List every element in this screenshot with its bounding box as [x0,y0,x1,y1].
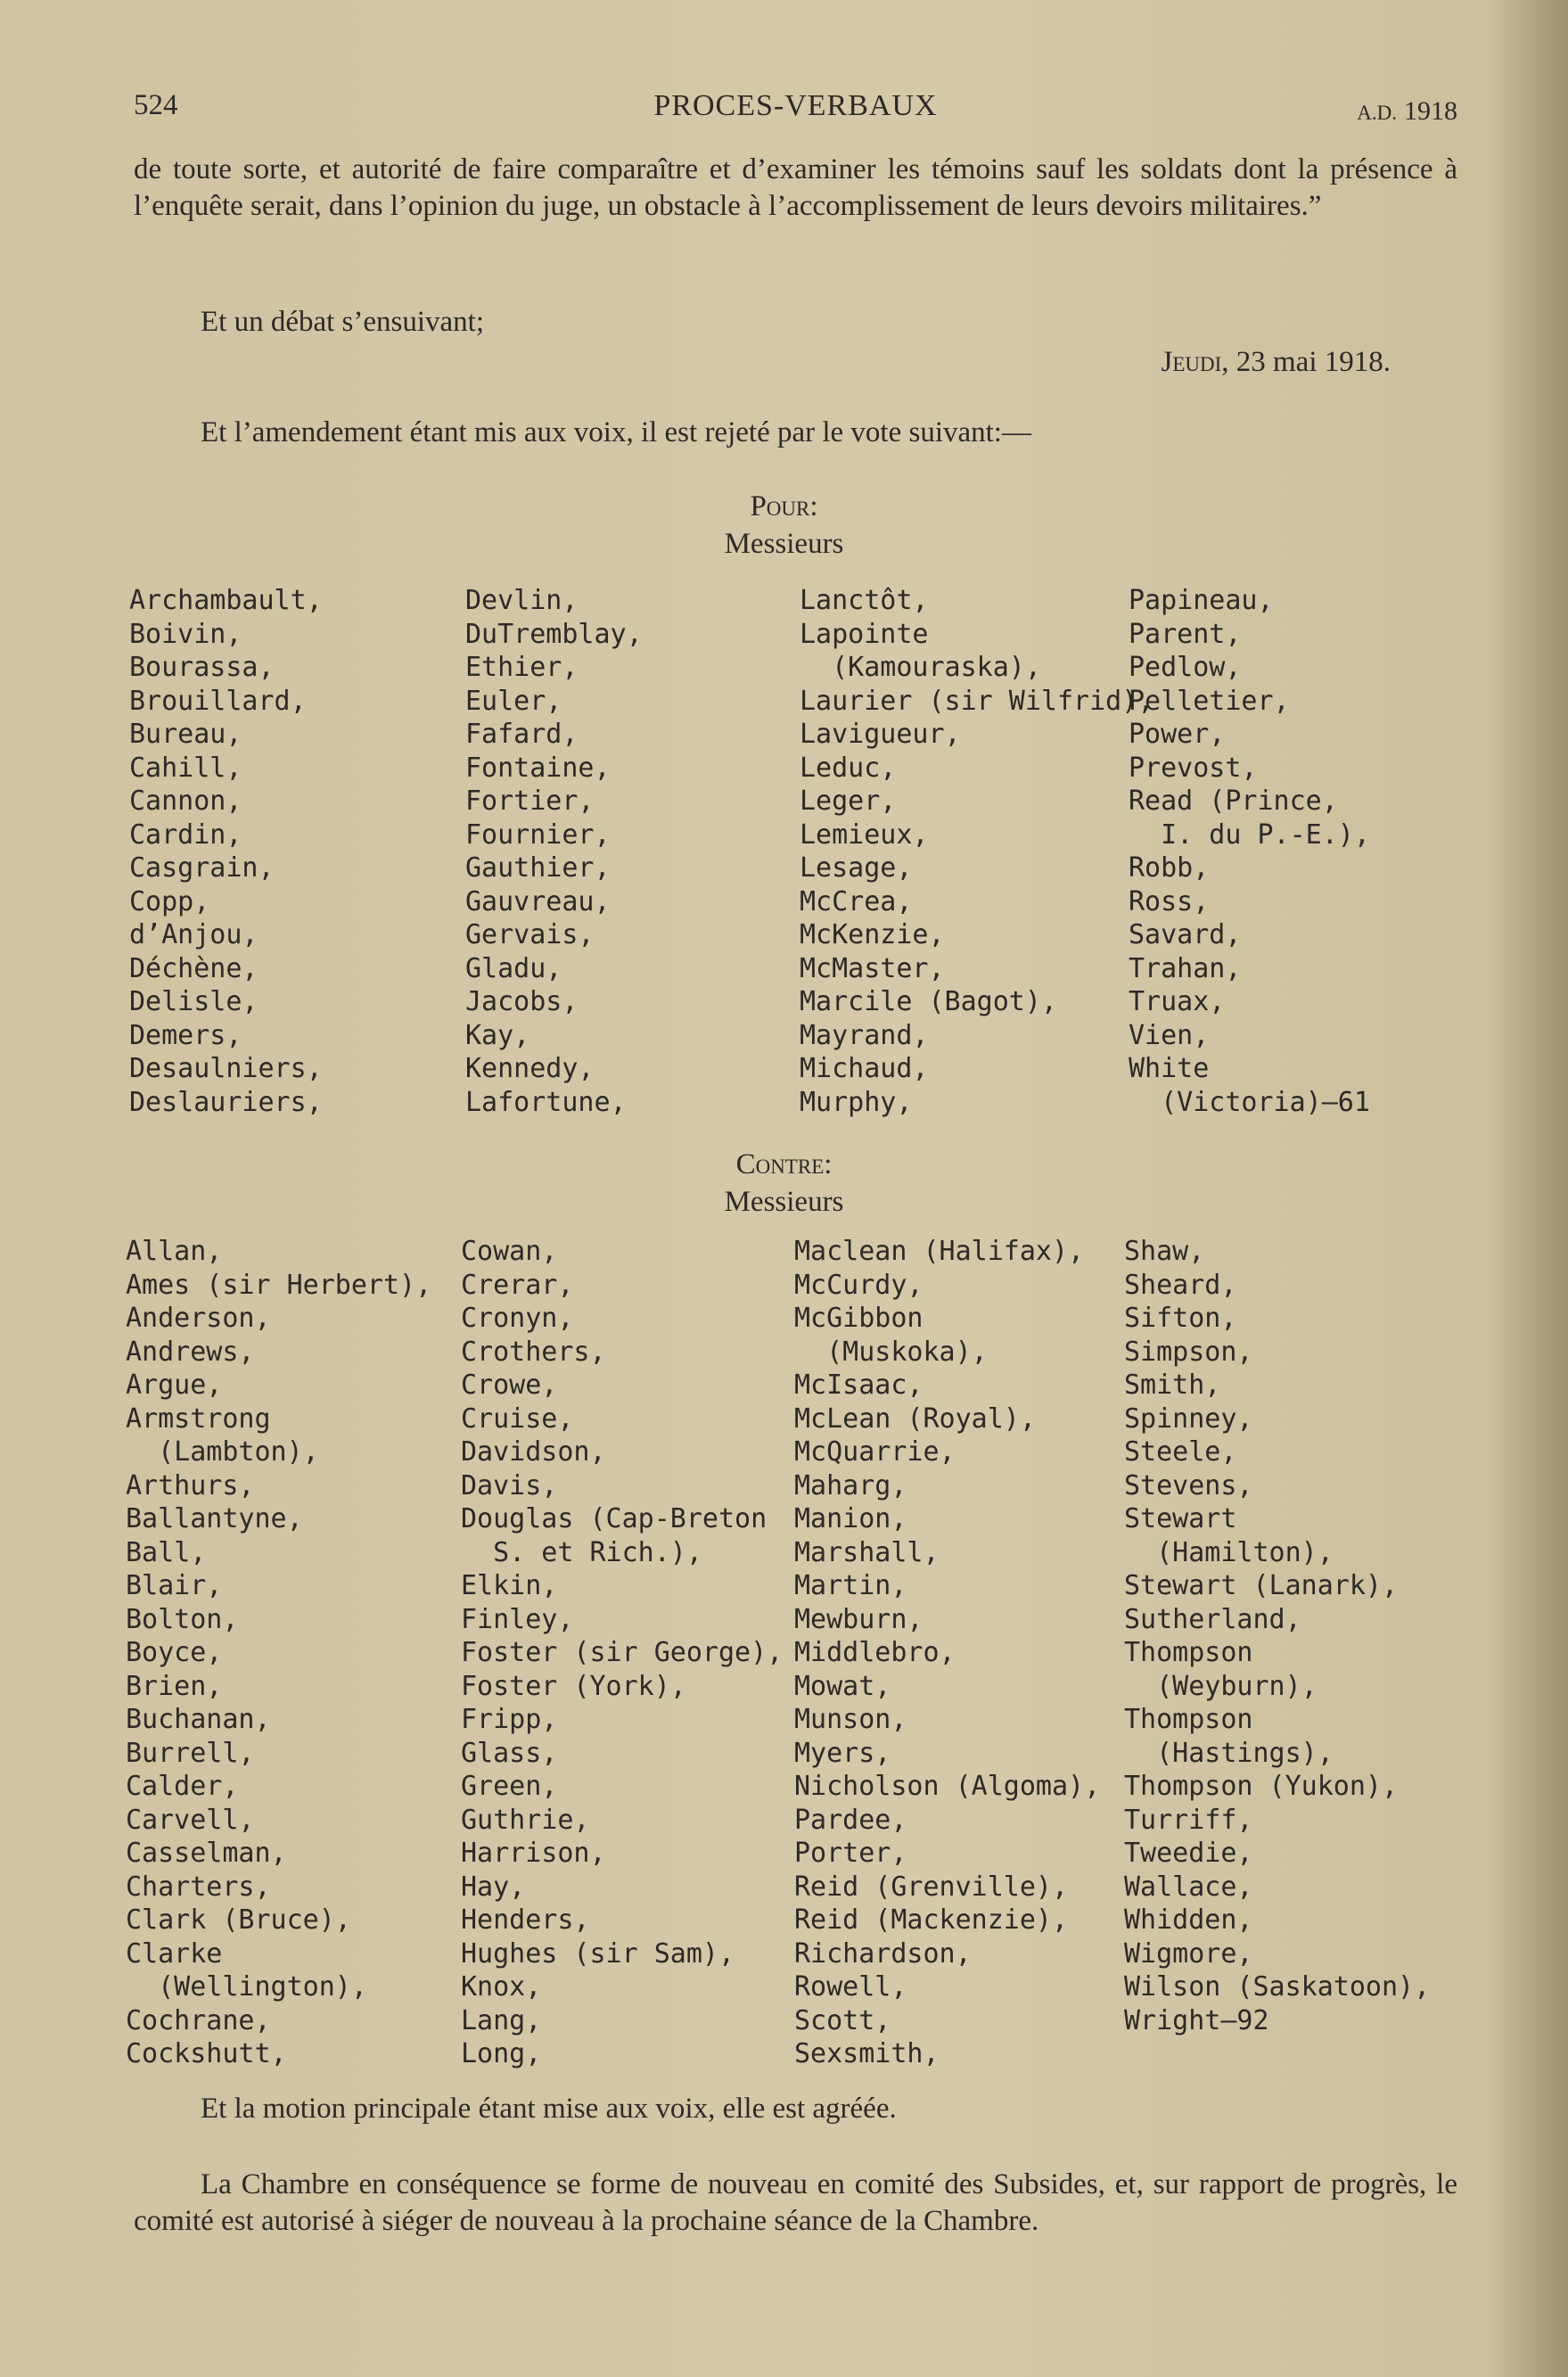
member-name: Knox, [461,1971,542,2003]
member-name: (Victoria)—61 [1129,1086,1370,1118]
member-name: Simpson, [1124,1336,1253,1368]
member-name: Foster (sir George), [461,1637,784,1668]
member-name: Wilson (Saskatoon), [1124,1971,1431,2003]
member-name: Rowell, [794,1971,907,2003]
member-name: Finley, [461,1603,574,1635]
member-name: Copp, [129,885,210,917]
member-name: Bourassa, [129,652,275,683]
member-name: Fournier, [465,818,611,851]
member-name: Buchanan, [126,1704,271,1735]
member-name: Douglas (Cap-Breton [461,1503,768,1534]
member-name: Fafard, [465,719,579,750]
member-name: Mowat, [794,1670,891,1702]
member-name: Trahan, [1129,952,1242,984]
member-name: Jacobs, [465,986,579,1017]
member-name: Armstrong [126,1402,271,1435]
member-name: Carvell, [126,1804,255,1836]
date-line [134,346,1391,379]
member-name: Read (Prince, [1129,785,1338,817]
page-number: 524 [134,89,178,121]
member-name: Ethier, [465,652,579,683]
member-name: Gervais, [465,919,595,950]
member-name: Charters, [126,1871,271,1903]
member-name: Wallace, [1124,1871,1253,1903]
member-name: Thompson [1124,1637,1253,1668]
member-name: Kennedy, [465,1053,595,1084]
member-name: Turriff, [1124,1804,1253,1836]
member-name: Hughes (sir Sam), [461,1937,735,1970]
contre-column-2 [461,1235,783,2071]
member-name: Marcile (Bagot), [800,986,1057,1017]
member-name: Lanctôt, [800,585,929,616]
member-name: Sexsmith, [794,2038,940,2069]
member-name: Mewburn, [794,1603,924,1635]
motion-line: Et la motion principale étant mise aux voix, elle est agréée. [201,2093,897,2125]
member-name: Middlebro, [794,1637,956,1668]
member-name: Harrison, [461,1838,606,1869]
member-name: Cowan, [461,1236,558,1267]
member-name: Steele, [1124,1436,1237,1468]
member-name: Sheard, [1124,1269,1237,1301]
member-name: d’Anjou, [129,919,259,950]
contre-column-3 [794,1235,1100,2071]
date-rest: , 23 mai 1918. [1221,346,1391,378]
member-name: Michaud, [800,1053,929,1084]
member-name: Elkin, [461,1570,558,1601]
member-name: Pelletier, [1129,685,1290,717]
member-name: (Muskoka), [794,1336,988,1368]
member-name: Davis, [461,1469,558,1501]
member-name: (Hamilton), [1124,1536,1334,1568]
member-name: Archambault, [129,585,323,616]
member-name: Bolton, [126,1603,239,1635]
member-name: Lang, [461,2004,542,2036]
member-name: Cruise, [461,1402,574,1435]
member-name: Vien, [1129,1019,1210,1051]
member-name: Pardee, [794,1804,907,1836]
member-name: Lafortune, [465,1086,627,1118]
amendment-line: Et l’amendement étant mis aux voix, il est rejeté par le vote suivant:— [201,416,1031,448]
member-name: Casgrain, [129,852,275,884]
date-day: Jeudi [1161,346,1222,378]
member-name: Richardson, [794,1937,972,1970]
member-name: Glass, [461,1737,558,1769]
member-name: Cahill, [129,752,242,784]
member-name: White [1129,1053,1210,1084]
member-name: Cronyn, [461,1303,574,1334]
member-name: Mayrand, [800,1019,929,1051]
member-name: Maharg, [794,1469,907,1501]
member-name: Robb, [1129,852,1210,884]
member-name: Prevost, [1129,752,1258,784]
member-name: Crowe, [461,1369,558,1401]
year-value: 1918 [1404,96,1457,126]
member-name: S. et Rich.), [461,1536,702,1568]
contre-column-4 [1124,1235,1430,2037]
member-name: Gauvreau, [465,885,611,917]
member-name: Henders, [461,1904,590,1936]
member-name: Crerar, [461,1269,574,1301]
member-name: Pedlow, [1129,652,1242,683]
member-name: Smith, [1124,1369,1221,1401]
member-name: Bureau, [129,719,242,750]
member-name: Reid (Grenville), [794,1871,1069,1903]
member-name: Whidden, [1124,1904,1253,1936]
member-name: (Kamouraska), [800,652,1041,683]
member-name: McKenzie, [800,919,945,950]
member-name: Sutherland, [1124,1603,1301,1635]
member-name: Leduc, [800,752,897,784]
contre-subheading: Messieurs [724,1186,844,1218]
member-name: Myers, [794,1737,891,1769]
member-name: Clark (Bruce), [126,1904,351,1936]
member-name: Porter, [794,1838,907,1869]
pour-column-1 [129,584,323,1119]
member-name: Guthrie, [461,1804,590,1836]
closing-paragraph: La Chambre en conséquence se forme de nouveau en comité des Subsides, et, sur rapport de progrès, le comité est autorisé à siéger de nouveau à la prochaine séance de la Chambre. [134,2168,1457,2237]
year-prefix: A.D. [1357,102,1397,124]
member-name: Lesage, [800,852,913,884]
member-name: Ames (sir Herbert), [126,1269,432,1301]
member-name: Allan, [126,1236,223,1267]
member-name: Scott, [794,2004,891,2036]
member-name: Savard, [1129,919,1242,950]
member-name: Arthurs, [126,1469,255,1501]
page-header [134,89,1457,143]
member-name: Thompson [1124,1704,1253,1735]
member-name: (Hastings), [1124,1737,1334,1769]
page-title: PROCES-VERBAUX [653,89,938,122]
member-name: Delisle, [129,986,259,1017]
intro-paragraph: de toute sorte, et autorité de faire comparaître et d’examiner les témoins sauf les soldats dont la présence à l’enquête serait, dans l’opinion du juge, un obstacle à l’accomplissement de leurs devoirs militaires.” [134,153,1457,222]
member-name: Foster (York), [461,1670,686,1702]
member-name: Brien, [126,1670,223,1702]
header-year [1357,96,1457,127]
member-name: DuTremblay, [465,618,643,650]
member-name: Munson, [794,1704,907,1735]
member-name: Demers, [129,1019,242,1051]
member-name: Lemieux, [800,818,929,851]
pour-heading: Pour: [750,490,818,522]
member-name: Wigmore, [1124,1937,1253,1970]
member-name: Leger, [800,785,897,817]
member-name: Nicholson (Algoma), [794,1771,1101,1802]
member-name: Crothers, [461,1336,606,1368]
member-name: Gladu, [465,952,562,984]
member-name: Reid (Mackenzie), [794,1904,1069,1936]
member-name: Blair, [126,1570,223,1601]
member-name: Hay, [461,1871,526,1903]
member-name: Cardin, [129,818,242,851]
member-name: Boyce, [126,1637,223,1668]
member-name: Murphy, [800,1086,913,1118]
member-name: Long, [461,2038,542,2069]
member-name: Desaulniers, [129,1053,323,1084]
member-name: Manion, [794,1503,907,1534]
member-name: Fripp, [461,1704,558,1735]
member-name: Truax, [1129,986,1226,1017]
member-name: Stewart (Lanark), [1124,1570,1399,1601]
member-name: Fontaine, [465,752,611,784]
member-name: McLean (Royal), [794,1402,1036,1435]
contre-heading: Contre: [735,1148,833,1180]
pour-column-3 [800,584,1153,1119]
member-name: Martin, [794,1570,907,1601]
member-name: (Lambton), [126,1436,319,1468]
member-name: Fortier, [465,785,595,817]
member-name: Power, [1129,719,1226,750]
member-name: Davidson, [461,1436,606,1468]
member-name: Clarke [126,1937,223,1970]
member-name: Tweedie, [1124,1838,1253,1869]
member-name: Cockshutt, [126,2038,287,2069]
member-name: Casselman, [126,1838,287,1869]
member-name: Thompson (Yukon), [1124,1771,1399,1802]
member-name: Wright—92 [1124,2004,1269,2036]
member-name: Green, [461,1771,558,1802]
member-name: Devlin, [465,585,579,616]
member-name: Gauthier, [465,852,611,884]
member-name: Lavigueur, [800,719,961,750]
member-name: Burrell, [126,1737,255,1769]
member-name: Stewart [1124,1503,1237,1534]
member-name: McMaster, [800,952,945,984]
pour-column-2 [465,584,643,1119]
member-name: Stevens, [1124,1469,1253,1501]
member-name: Kay, [465,1019,530,1051]
member-name: Spinney, [1124,1402,1253,1435]
member-name: Lapointe [800,618,929,650]
member-name: Laurier (sir Wilfrid), [800,685,1154,717]
member-name: Argue, [126,1369,223,1401]
member-name: Shaw, [1124,1236,1205,1267]
member-name: Maclean (Halifax), [794,1236,1085,1267]
debate-line: Et un débat s’ensuivant; [201,306,485,338]
member-name: Sifton, [1124,1303,1237,1334]
member-name: Déchène, [129,952,259,984]
member-name: McQuarrie, [794,1436,956,1468]
member-name: Papineau, [1129,585,1274,616]
member-name: Boivin, [129,618,242,650]
pour-column-4 [1129,584,1370,1119]
member-name: Parent, [1129,618,1242,650]
member-name: Euler, [465,685,562,717]
member-name: Brouillard, [129,685,307,717]
member-name: (Weyburn), [1124,1670,1318,1702]
member-name: Cochrane, [126,2004,271,2036]
member-name: I. du P.-E.), [1129,818,1370,851]
member-name: Ball, [126,1536,207,1568]
member-name: Anderson, [126,1303,271,1334]
member-name: Calder, [126,1771,239,1802]
member-name: Deslauriers, [129,1086,323,1118]
member-name: Marshall, [794,1536,940,1568]
member-name: McCrea, [800,885,913,917]
contre-column-1 [126,1235,431,2071]
member-name: Ross, [1129,885,1210,917]
member-name: Andrews, [126,1336,255,1368]
member-name: (Wellington), [126,1971,367,2003]
member-name: McCurdy, [794,1269,924,1301]
pour-subheading: Messieurs [724,528,844,560]
member-name: McGibbon [794,1303,924,1334]
member-name: Ballantyne, [126,1503,303,1534]
member-name: McIsaac, [794,1369,924,1401]
member-name: Cannon, [129,785,242,817]
